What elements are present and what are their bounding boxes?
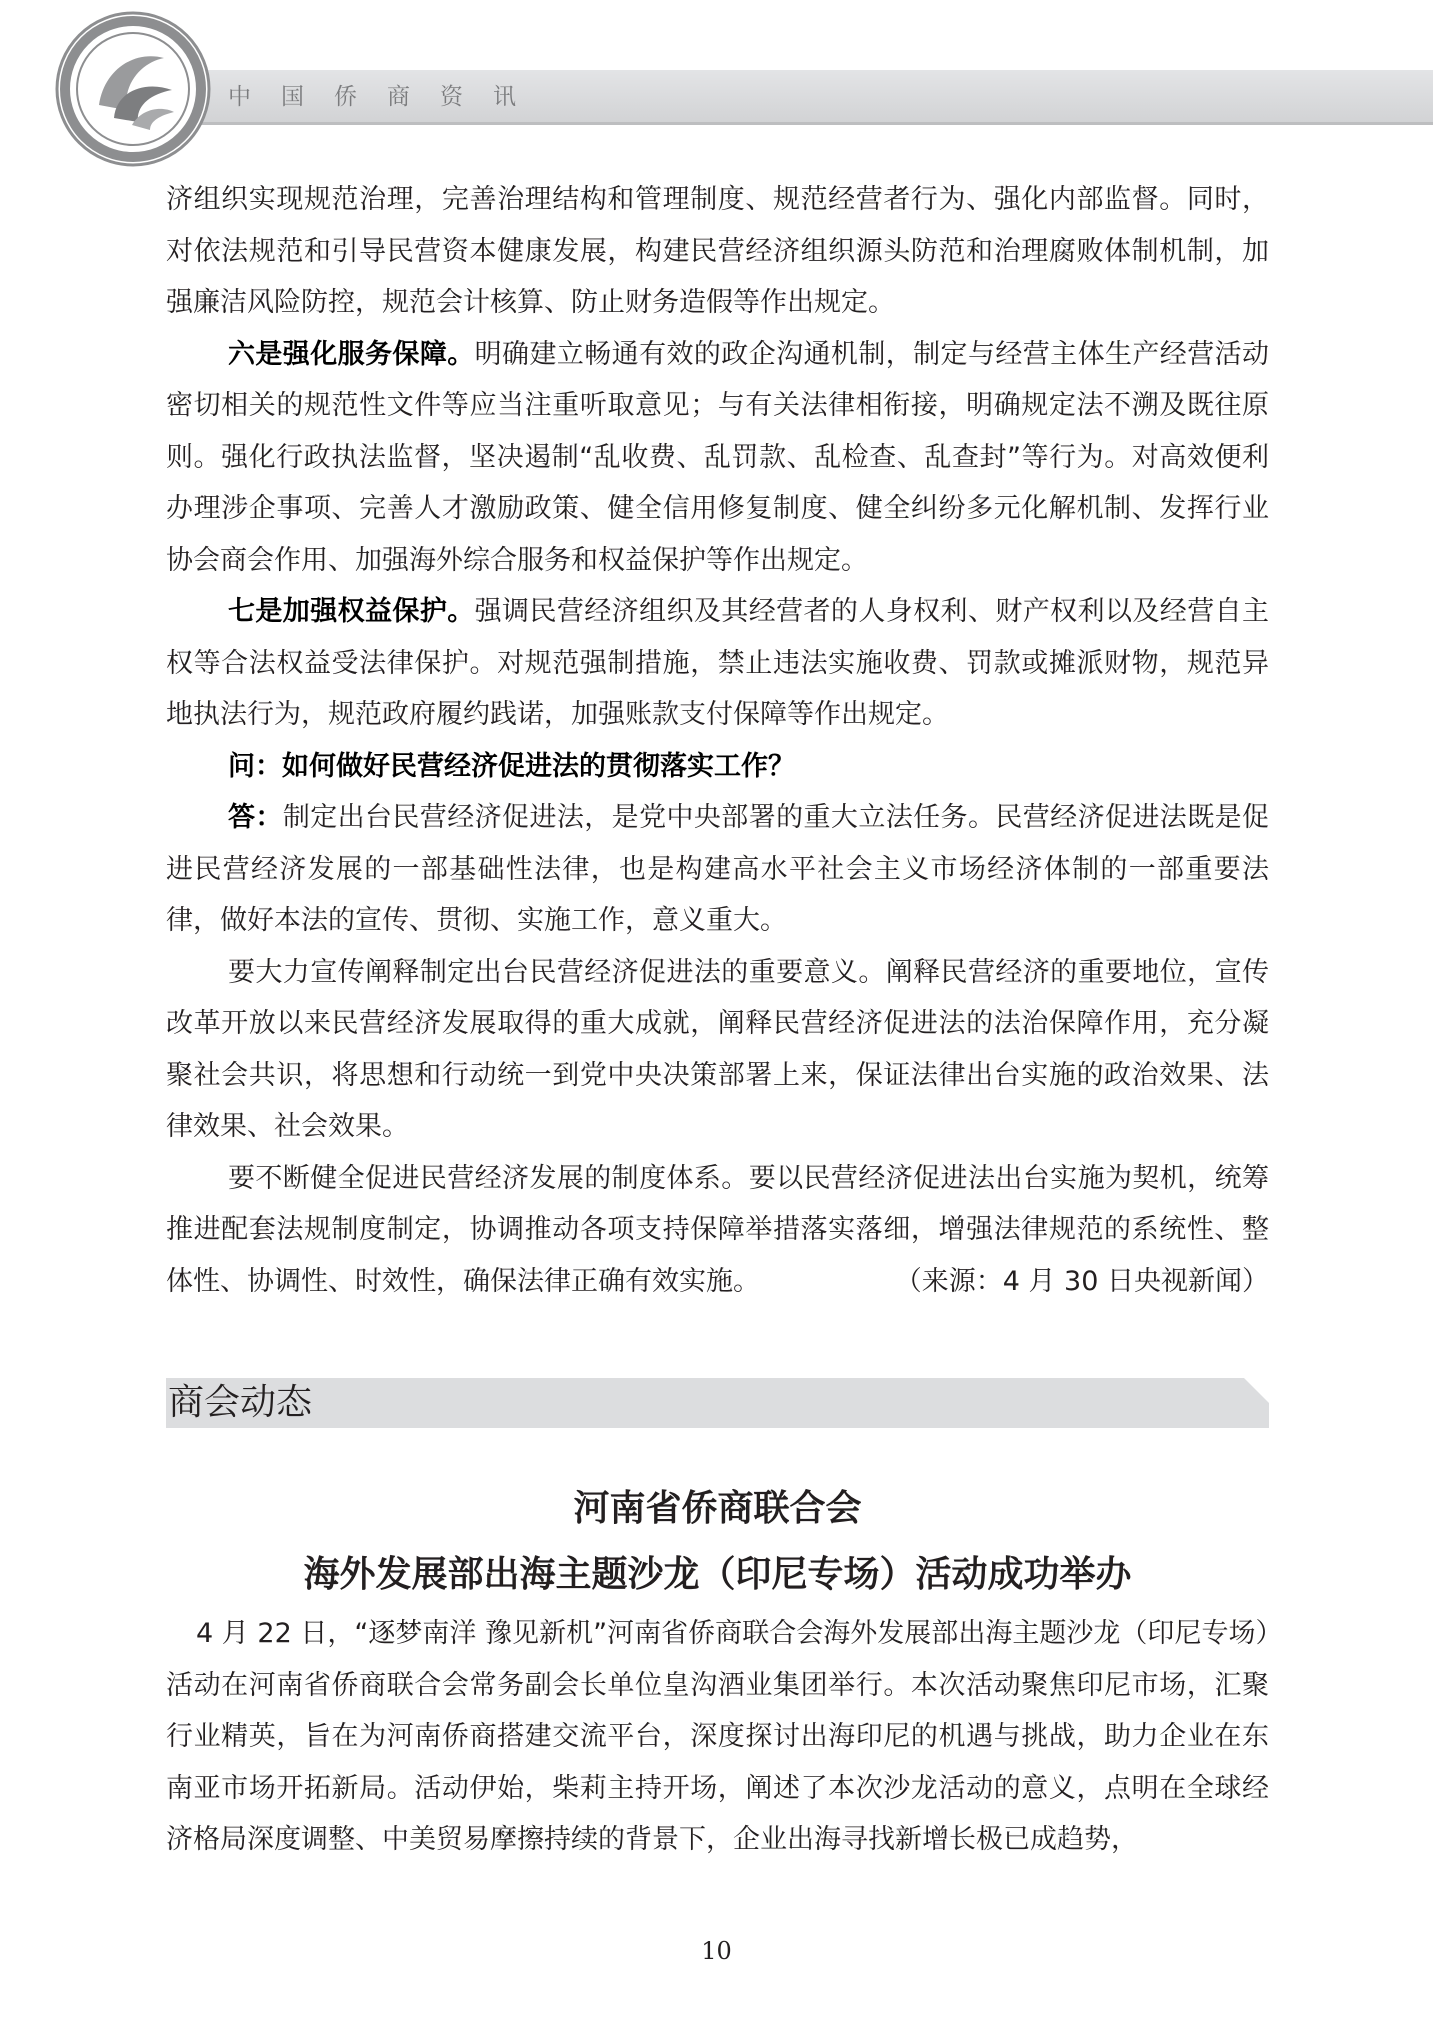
- question-text: 问：如何做好民营经济促进法的贯彻落实工作？: [228, 750, 795, 782]
- article-body: [166, 1608, 1269, 1866]
- paragraph: 要大力宣传阐释制定出台民营经济促进法的重要意义。阐释民营经济的重要地位，宣传改革开放以来民营经济发展取得的重大成就，阐释民营经济促进法的法治保障作用，充分凝聚社会共识，将思想和行动统一到党中央决策部署上来，保证法律出台实施的政治效果、法律效果、社会效果。: [166, 956, 1269, 1142]
- page-number: 10: [701, 1937, 732, 1965]
- paragraph: 要不断健全促进民营经济发展的制度体系。要以民营经济促进法出台实施为契机，统筹推进配套法规制度制定，协调推动各项支持保障举措落实落细，增强法律规范的系统性、整体性、协调性、时效性，确保法律正确有效实施。 （来源：4 月 30 日央视新闻）: [166, 1153, 1269, 1308]
- body-text: [166, 174, 1269, 1307]
- answer-label: 答：: [228, 802, 283, 833]
- source-note: （来源：4 月 30 日央视新闻）: [894, 1265, 1269, 1297]
- header-title: 中国侨商资讯: [228, 84, 546, 110]
- paragraph-lead: 七是加强权益保护。: [228, 596, 475, 627]
- paragraph: 六是强化服务保障。明确建立畅通有效的政企沟通机制，制定与经营主体生产经营活动密切相关的规范性文件等应当注重听取意见；与有关法律相衔接，明确规定法不溯及既往原则。强化行政执法监督，坚决遏制“乱收费、乱罚款、乱检查、乱查封”等行为。对高效便利办理涉企事项、完善人才激励政策、健全信用修复制度、健全纠纷多元化解机制、发挥行业协会商会作用、加强海外综合服务和权益保护等作出规定。: [166, 338, 1270, 576]
- header-underline: [140, 122, 1433, 125]
- paragraph: 济组织实现规范治理，完善治理结构和管理制度、规范经营者行为、强化内部监督。同时，对依法规范和引导民营资本健康发展，构建民营经济组织源头防范和治理腐败体制机制，加强廉洁风险防控，规范会计核算、防止财务造假等作出规定。: [166, 184, 1269, 318]
- section-header: [166, 1378, 1269, 1428]
- paragraph: 4 月 22 日，“逐梦南洋 豫见新机”河南省侨商联合会海外发展部出海主题沙龙（印尼专场）活动在河南省侨商联合会常务副会长单位皇沟酒业集团举行。本次活动聚焦印尼市场，汇聚行业精英，旨在为河南侨商搭建交流平台，深度探讨出海印尼的机遇与挑战，助力企业在东南亚市场开拓新局。活动伊始，柴莉主持开场，阐述了本次沙龙活动的意义，点明在全球经济格局深度调整、中美贸易摩擦持续的背景下，企业出海寻找新增长极已成趋势，: [166, 1618, 1269, 1855]
- paragraph-lead: 六是强化服务保障。: [228, 338, 475, 370]
- question: [166, 741, 1269, 793]
- paragraph: 七是加强权益保护。强调民营经济组织及其经营者的人身权利、财产权利以及经营自主权等合法权益受法律保护。对规范强制措施，禁止违法实施收费、罚款或摊派财物，规范异地执法行为，规范政府履约践诺，加强账款支付保障等作出规定。: [166, 596, 1270, 730]
- article-title-line2: 海外发展部出海主题沙龙（印尼专场）活动成功举办: [303, 1554, 1132, 1595]
- chamber-logo: [54, 10, 212, 168]
- section-title: 商会动态: [168, 1382, 313, 1423]
- article-title-line1: 河南省侨商联合会: [573, 1488, 862, 1529]
- answer: 答：制定出台民营经济促进法，是党中央部署的重大立法任务。民营经济促进法既是促进民营经济发展的一部基础性法律，也是构建高水平社会主义市场经济体制的一部重要法律，做好本法的宣传、贯彻、实施工作，意义重大。: [166, 802, 1270, 936]
